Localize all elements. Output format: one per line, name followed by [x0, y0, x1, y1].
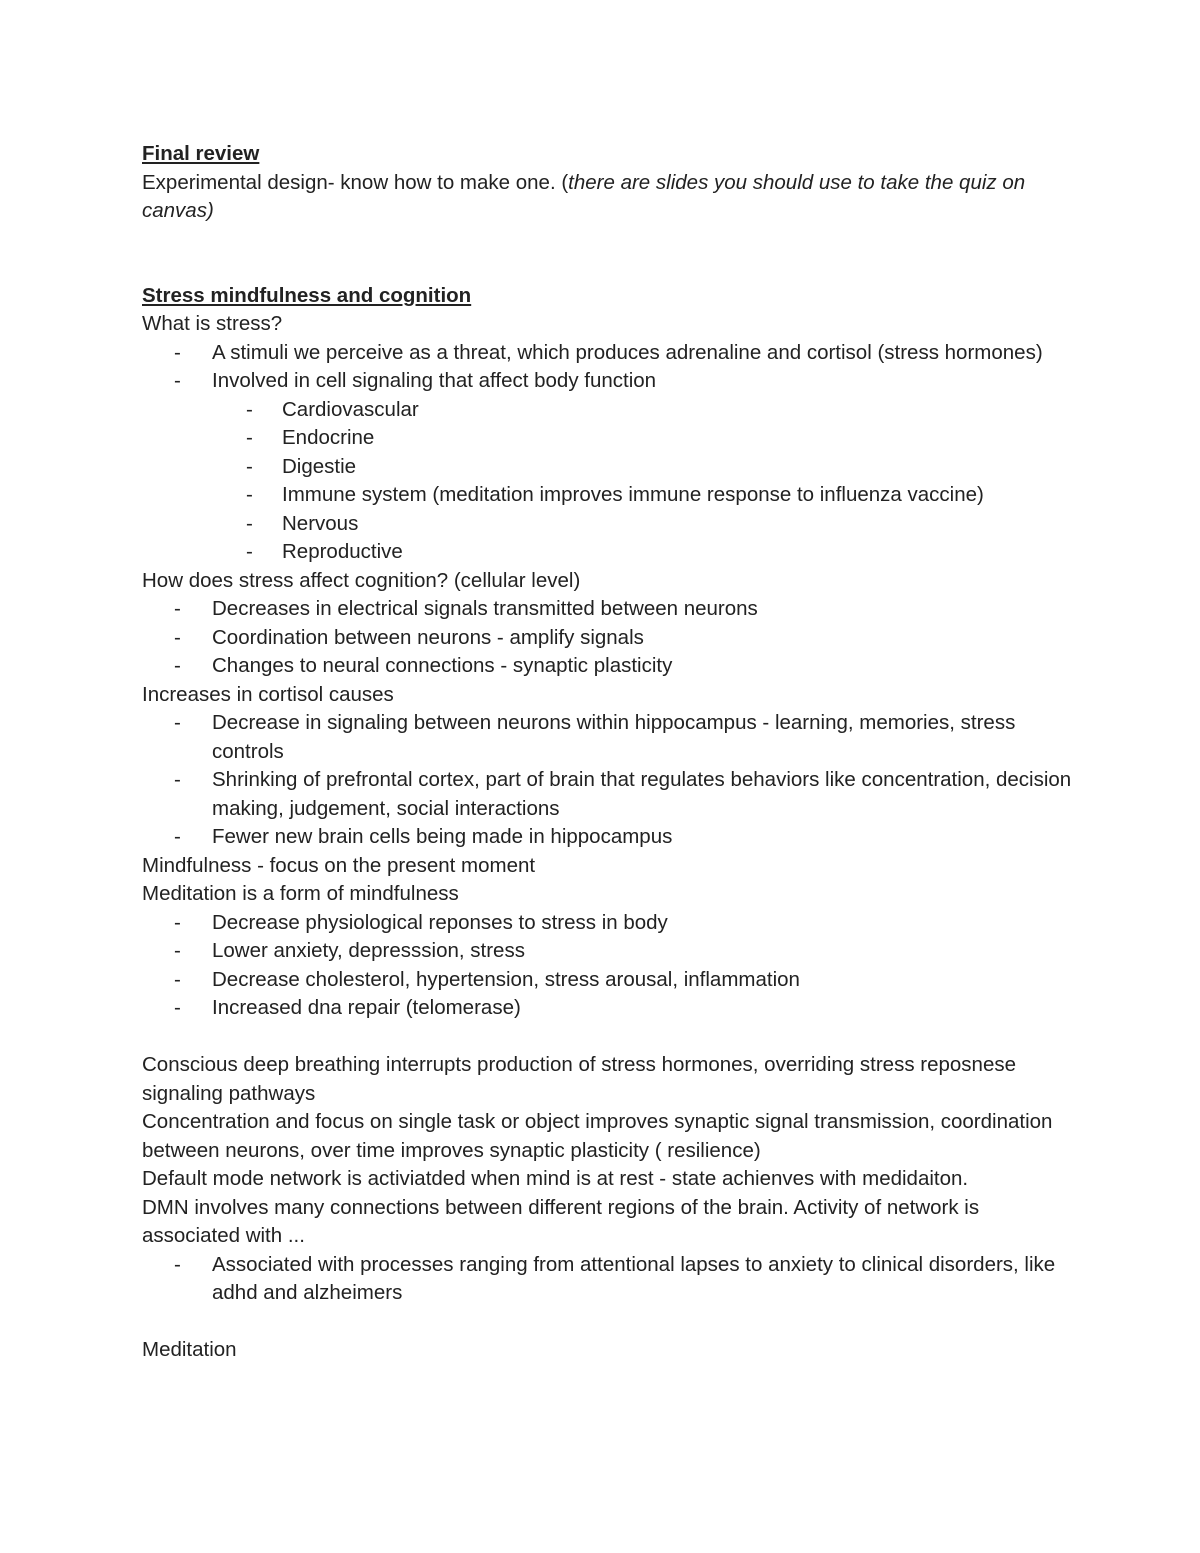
list-item — [142, 652, 1072, 681]
cortisol-heading: Increases in cortisol causes — [142, 682, 394, 706]
paragraph: Conscious deep breathing interrupts production of stress hormones, overriding stress reposnese signaling pathways — [142, 1053, 1016, 1105]
list-item-text: Immune system (meditation improves immune response to influenza vaccine) — [282, 483, 984, 506]
paragraph: DMN involves many connections between different regions of the brain. Activity of network is associated with ... — [142, 1195, 980, 1247]
bullet-dash: - — [246, 397, 253, 421]
bullet-dash: - — [174, 654, 181, 677]
bullet-dash: - — [246, 454, 253, 478]
list-item-text: Coordination between neurons - amplify signals — [212, 625, 644, 649]
list-item-text: Decrease in signaling between neurons within hippocampus - learning, memories, stress controls — [212, 711, 1016, 763]
list-item-text: Digestie — [282, 454, 357, 478]
list-item — [142, 994, 1072, 1023]
bullet-dash: - — [174, 711, 181, 734]
list-item-text: Increased dna repair (telomerase) — [212, 996, 521, 1019]
list-item — [142, 595, 1072, 624]
list-item-text: Endocrine — [282, 426, 375, 449]
section-heading: Stress mindfulness and cognition — [142, 283, 472, 307]
bullet-dash: - — [174, 369, 181, 392]
spacer — [142, 226, 1072, 282]
list-item-text: Lower anxiety, depresssion, stress — [212, 939, 525, 962]
list-item-text: Reproductive — [282, 540, 403, 563]
paragraph: Default mode network is activiatded when mind is at rest - state achienves with medidaiton. — [142, 1167, 969, 1190]
list-item-text: Decreases in electrical signals transmitted between neurons — [212, 597, 758, 620]
bullet-dash: - — [174, 340, 181, 364]
bullet-dash: - — [174, 625, 181, 649]
list-item-text: Changes to neural connections - synaptic plasticity — [212, 654, 673, 677]
bullet-dash: - — [174, 597, 181, 620]
question-stress: What is stress? — [142, 312, 283, 335]
list-item — [142, 339, 1072, 368]
list-item-text: Decrease physiological reponses to stress in body — [212, 910, 668, 934]
bullet-dash: - — [246, 511, 253, 535]
sub-list-item — [142, 481, 1072, 510]
list-item-text: A stimuli we perceive as a threat, which produces adrenaline and cortisol (stress hormones) — [212, 340, 1043, 364]
sub-list-item — [142, 538, 1072, 567]
paragraph: Concentration and focus on single task or object improves synaptic signal transmission, coordination between neurons, over time improves synaptic plasticity ( resilience) — [142, 1110, 1053, 1162]
sub-list-item — [142, 424, 1072, 453]
bullet-dash: - — [174, 825, 181, 848]
list-item-text: Cardiovascular — [282, 397, 419, 421]
bullet-dash: - — [174, 910, 181, 934]
bullet-dash: - — [174, 939, 181, 962]
list-item — [142, 966, 1072, 995]
list-item — [142, 909, 1072, 938]
sub-list-item — [142, 396, 1072, 425]
document-page — [142, 140, 1072, 1365]
bullet-dash: - — [174, 967, 181, 991]
page-title: Final review — [142, 142, 260, 165]
list-item-text: Fewer new brain cells being made in hippocampus — [212, 825, 673, 848]
bullet-dash: - — [246, 426, 253, 449]
list-item — [142, 766, 1072, 823]
list-item — [142, 937, 1072, 966]
spacer — [142, 1308, 1072, 1337]
list-item-text: Associated with processes ranging from attentional lapses to anxiety to clinical disorders, like adhd and alzheimers — [212, 1252, 1056, 1304]
mindfulness-definition: Mindfulness - focus on the present moment — [142, 853, 536, 877]
spacer — [142, 1023, 1072, 1052]
list-item-text: Involved in cell signaling that affect body function — [212, 369, 657, 392]
bullet-dash: - — [246, 483, 253, 506]
sub-list-item — [142, 453, 1072, 482]
intro-text: Experimental design- know how to make one. ( — [142, 170, 569, 194]
bullet-dash: - — [174, 768, 181, 791]
sub-list-item — [142, 510, 1072, 539]
list-item-text: Nervous — [282, 511, 359, 535]
intro-italic-note: there are slides you should use to take the quiz on canvas) — [142, 170, 1026, 222]
list-item — [142, 624, 1072, 653]
list-item-text: Decrease cholesterol, hypertension, stress arousal, inflammation — [212, 967, 800, 991]
list-item — [142, 709, 1072, 766]
list-item — [142, 367, 1072, 396]
intro-line — [142, 169, 1072, 226]
list-item — [142, 823, 1072, 852]
question-cognition: How does stress affect cognition? (cellular level) — [142, 568, 581, 592]
bullet-dash: - — [174, 996, 181, 1019]
meditation-definition: Meditation is a form of mindfulness — [142, 882, 459, 905]
bullet-dash: - — [246, 540, 253, 563]
list-item-text: Shrinking of prefrontal cortex, part of brain that regulates behaviors like concentration, decision making, judgement, social interactions — [212, 768, 1072, 820]
meditation-heading: Meditation — [142, 1338, 237, 1361]
bullet-dash: - — [174, 1252, 181, 1276]
list-item — [142, 1251, 1072, 1308]
